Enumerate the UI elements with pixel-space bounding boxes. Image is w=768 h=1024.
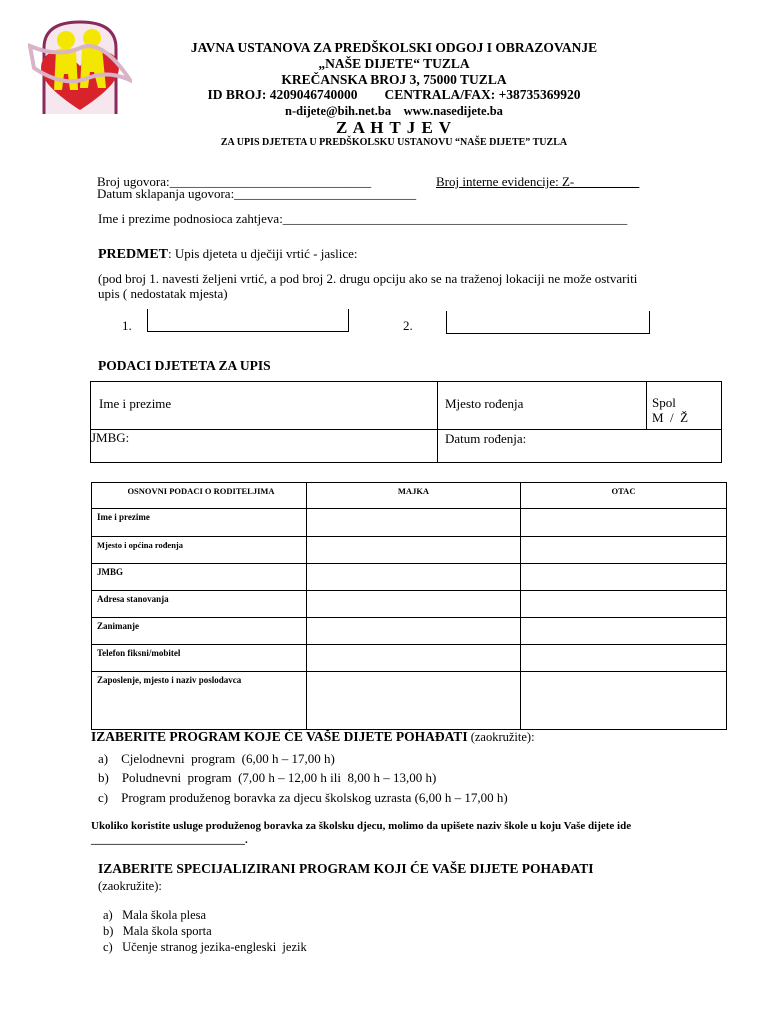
child-gender-options: M / Ž: [652, 410, 689, 425]
institution-address: KREČANSKA BROJ 3, 75000 TUZLA: [281, 72, 507, 87]
row-label-phone: Telefon fiksni/mobitel: [92, 645, 307, 672]
document-subtitle: ZA UPIS DJETETA U PREDŠKOLSKU USTANOVU “NAŠE DIJETE” TUZLA: [220, 137, 568, 148]
child-name-cell[interactable]: [91, 382, 438, 430]
option-2-field[interactable]: [446, 311, 650, 334]
row-label-address: Adresa stanovanja: [92, 591, 307, 618]
child-gender-cell[interactable]: [647, 382, 722, 430]
mother-birthplace-cell[interactable]: [307, 537, 521, 564]
option-2-label: 2.: [403, 318, 413, 333]
mother-column-header: MAJKA: [307, 483, 521, 509]
special-option-b[interactable]: b) Mala škola sporta: [103, 924, 212, 938]
parents-header-label: OSNOVNI PODACI O RODITELJIMA: [92, 483, 307, 509]
after-school-note[interactable]: Ukoliko koristite usluge produženog boravka za školsku djecu, molimo da upišete naziv škole u koju Vaše dijete ide ____________________________.: [91, 820, 632, 846]
father-name-cell[interactable]: [521, 509, 727, 537]
child-gender-label: Spol: [652, 395, 676, 410]
special-program-hint: (zaokružite):: [98, 879, 162, 893]
row-label-employment: Zaposlenje, mjesto i naziv poslodavca: [92, 672, 307, 730]
child-jmbg-label: JMBG:: [91, 430, 130, 445]
subject-line: [98, 246, 358, 263]
program-heading-line: [91, 729, 535, 745]
row-label-birthplace: Mjesto i općina rođenja: [92, 537, 307, 564]
program-option-a[interactable]: a) Cjelodnevni program (6,00 h – 17,00 h): [98, 751, 335, 766]
option-1-field[interactable]: [147, 309, 349, 332]
subject-text: : Upis djeteta u dječiji vrtić - jaslice:: [168, 246, 358, 261]
option-1-label: 1.: [122, 318, 132, 333]
program-heading: IZABERITE PROGRAM KOJE ĆE VAŠE DIJETE POHAĐATI: [91, 729, 468, 744]
father-birthplace-cell[interactable]: [521, 537, 727, 564]
child-jmbg-cell[interactable]: [91, 430, 438, 463]
child-name-label: Ime i prezime: [99, 396, 172, 411]
institution-name: JAVNA USTANOVA ZA PREDŠKOLSKI ODGOJ I OBRAZOVANJE: [190, 40, 598, 55]
institution-subname: „NAŠE DIJETE“ TUZLA: [318, 56, 470, 71]
father-phone-cell[interactable]: [521, 645, 727, 672]
child-birthdate-cell[interactable]: [438, 430, 722, 463]
father-address-cell[interactable]: [521, 591, 727, 618]
institution-contact: n-dijete@bih.net.ba www.nasedijete.ba: [285, 104, 503, 118]
internal-number-field[interactable]: Broj interne evidencije: Z-__________: [436, 174, 640, 189]
contract-number-field[interactable]: Broj ugovora:_______________________________: [97, 174, 372, 189]
mother-name-cell[interactable]: [307, 509, 521, 537]
father-jmbg-cell[interactable]: [521, 564, 727, 591]
child-birthplace-label: Mjesto rođenja: [445, 396, 524, 411]
special-program-heading: IZABERITE SPECIJALIZIRANI PROGRAM KOJI ĆE VAŠE DIJETE POHAĐATI: [98, 861, 594, 876]
special-option-a[interactable]: a) Mala škola plesa: [103, 908, 207, 922]
program-option-b[interactable]: b) Poludnevni program (7,00 h – 12,00 h ili 8,00 h – 13,00 h): [98, 770, 437, 785]
row-label-occupation: Zanimanje: [92, 618, 307, 645]
row-label-jmbg: JMBG: [92, 564, 307, 591]
mother-address-cell[interactable]: [307, 591, 521, 618]
mother-jmbg-cell[interactable]: [307, 564, 521, 591]
document-title: Z A H T J E V: [336, 118, 452, 137]
child-data-table: [90, 381, 722, 463]
child-birthdate-label: Datum rođenja:: [445, 431, 527, 446]
contract-date-field[interactable]: Datum sklapanja ugovora:____________________________: [97, 186, 417, 201]
child-data-heading: PODACI DJETETA ZA UPIS: [98, 358, 271, 373]
mother-phone-cell[interactable]: [307, 645, 521, 672]
father-column-header: OTAC: [521, 483, 727, 509]
father-employment-cell[interactable]: [521, 672, 727, 730]
child-birthplace-cell[interactable]: [438, 382, 647, 430]
subject-note: (pod broj 1. navesti željeni vrtić, a pod broj 2. drugu opciju ako se na traženoj lokaciji ne može ostvariti upis ( nedostatak mjesta): [98, 271, 638, 301]
program-hint: (zaokružite):: [467, 730, 535, 744]
program-option-c[interactable]: c) Program produženog boravka za djecu školskog uzrasta (6,00 h – 17,00 h): [98, 790, 508, 805]
parents-table: [91, 482, 727, 730]
special-option-c[interactable]: c) Učenje stranog jezika-engleski jezik: [103, 940, 307, 954]
father-occupation-cell[interactable]: [521, 618, 727, 645]
mother-employment-cell[interactable]: [307, 672, 521, 730]
applicant-name-field[interactable]: Ime i prezime podnosioca zahtjeva:_____________________________________________________: [98, 211, 628, 226]
mother-occupation-cell[interactable]: [307, 618, 521, 645]
institution-id: ID BROJ: 4209046740000 CENTRALA/FAX: +38735369920: [207, 87, 581, 102]
row-label-name: Ime i prezime: [92, 509, 307, 537]
subject-label: PREDMET: [98, 247, 168, 262]
